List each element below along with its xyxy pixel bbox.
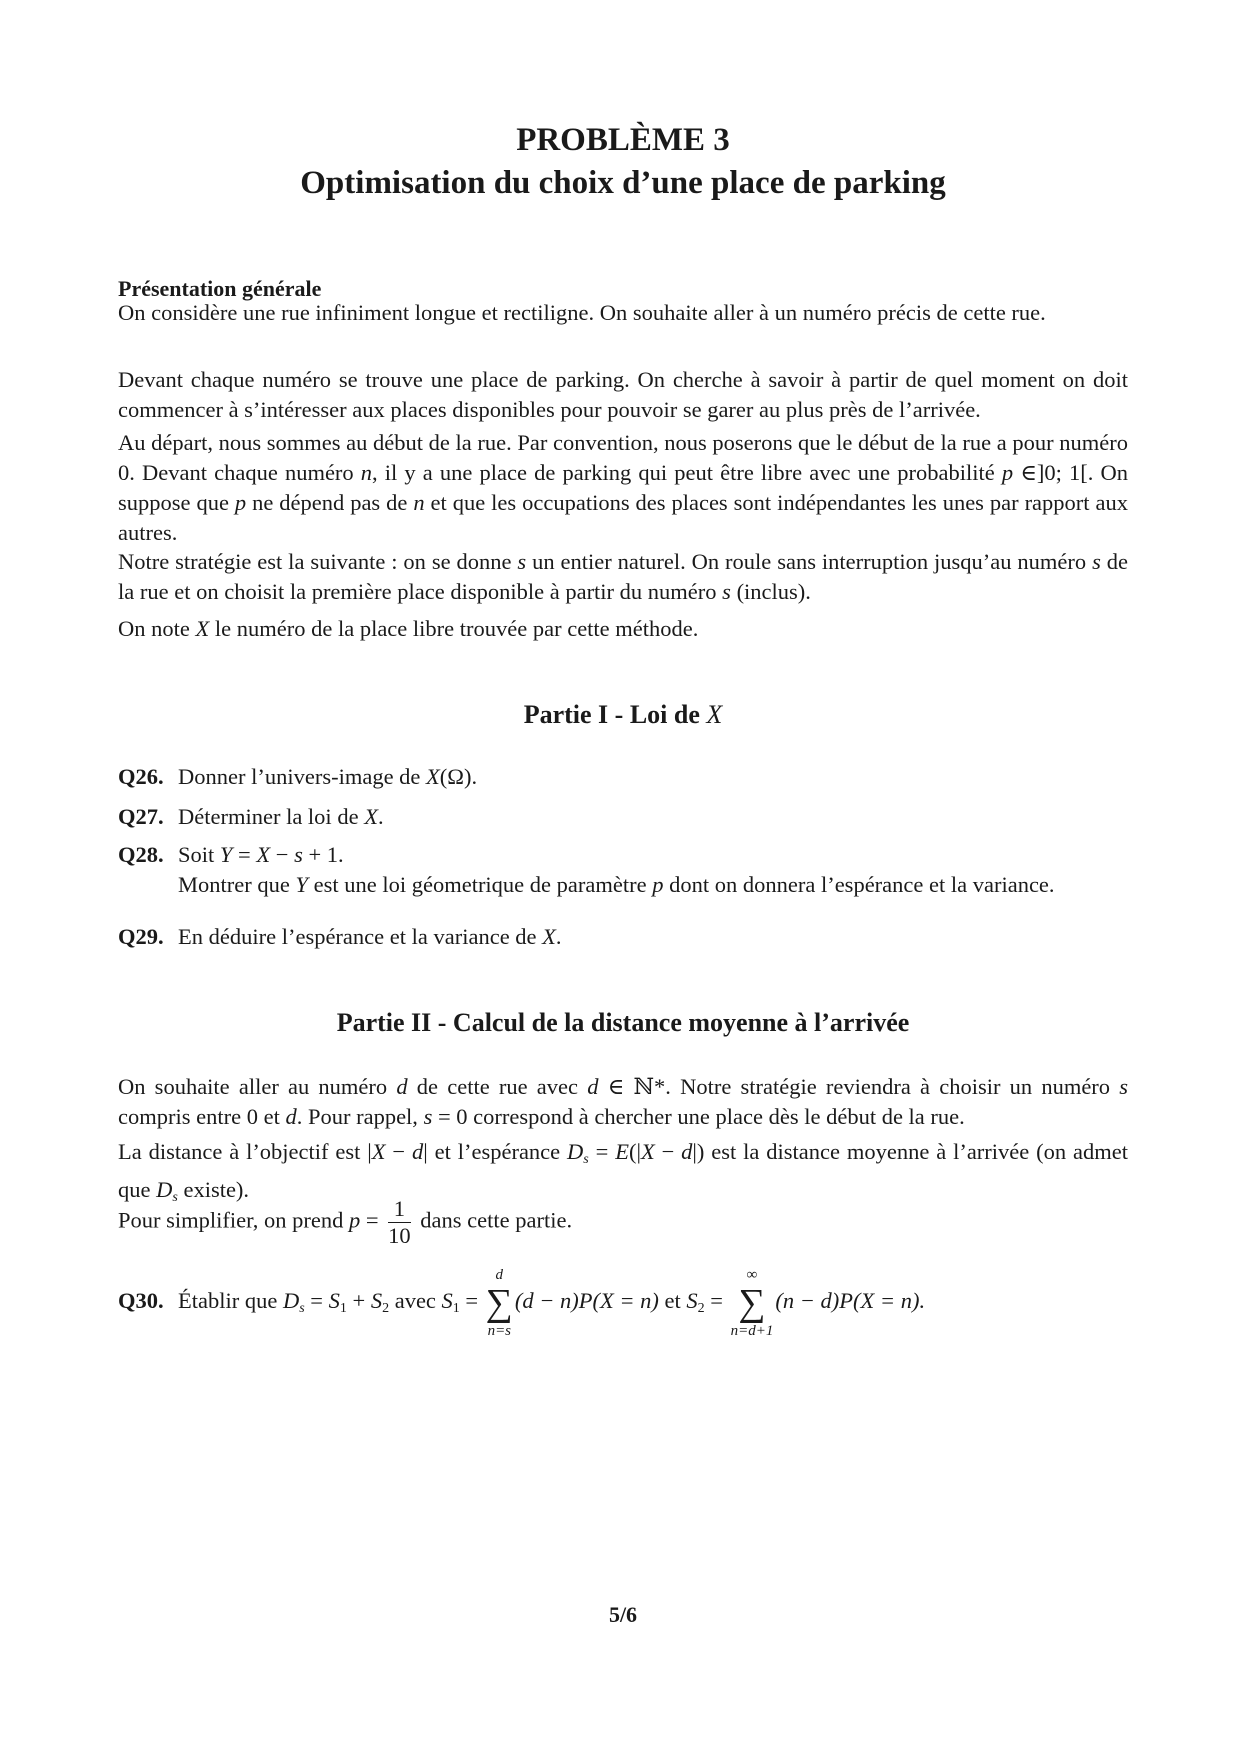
presentation-heading: Présentation générale [118, 276, 322, 301]
part-2-paragraph-3: Pour simplifier, on prend p = $\frac{1}{10}$ dans cette partie. [118, 1196, 573, 1248]
question-q30: Q30. Établir que $D_s = S_1 + S_2$ avec $S_1$ = d ∑ n=s (d − n)P(X = n) et $S_2$ = ∞ ∑ n=d+1 (n − d)P(X = n). [118, 1267, 926, 1339]
part-2-paragraph-1: On souhaite aller au numéro d de cette rue avec d ∈ ℕ*. Notre stratégie reviendra à choisir un numéro s compris entre 0 et d. Pour rappel, s = 0 correspond à chercher une place dès le début de la rue. [118, 1074, 1129, 1129]
presentation-paragraph-1: On considère une rue infiniment longue et rectiligne. On souhaite aller à un numéro précis de cette rue. [118, 300, 1046, 325]
presentation-paragraph-2: Devant chaque numéro se trouve une place de parking. On cherche à savoir à partir de quel moment on doit commencer à s’intéresser aux places disponibles pour pouvoir se garer au plus près de l’arrivée. [118, 367, 1128, 422]
question-q29: Q29. En déduire l’espérance et la variance de X. [118, 924, 562, 949]
problem-subtitle: Optimisation du choix d’une place de parking [300, 165, 946, 201]
part-1-heading: Partie I - Loi de X [523, 700, 723, 729]
fraction-one-tenth: $\frac{1}{10}$ [388, 1196, 411, 1248]
question-q26: Q26. Donner l’univers-image de X(Ω). [118, 764, 478, 789]
question-q27: Q27. Déterminer la loi de X. [118, 804, 384, 829]
page-number: 5/6 [608, 1602, 638, 1627]
question-q28: Q28. Soit Y = X − s + 1. Montrer que Y est une loi géometrique de paramètre p dont on donnera l’espérance et la variance. [118, 842, 1055, 897]
part-2-heading: Partie II - Calcul de la distance moyenne à l’arrivée [336, 1008, 910, 1037]
part-2-paragraph-2: La distance à l’objectif est |X − d| et l’espérance $D_s = E(|X - d|)$ est la distance moyenne à l’arrivée (on admet que $D_s$ existe). [118, 1139, 1128, 1205]
sum-symbol-s2: ∞ ∑ n=d+1 [730, 1267, 774, 1339]
presentation-paragraph-4: Notre stratégie est la suivante : on se donne s un entier naturel. On roule sans interruption jusqu’au numéro s de la rue et on choisit la première place disponible à partir du numéro s (inclus). [118, 549, 1128, 604]
presentation-paragraph-5: On note X le numéro de la place libre trouvée par cette méthode. [118, 616, 699, 641]
document-page [118, 0, 1128, 1754]
presentation-paragraph-3: Au départ, nous sommes au début de la rue. Par convention, nous poserons que le début de la rue a pour numéro 0. Devant chaque numéro n, il y a une place de parking qui peut être libre avec une probabilité p ∈]0; 1[. On suppose que p ne dépend pas de n et que les occupations des places sont indépendantes les unes par rapport aux autres. [118, 430, 1128, 545]
sum-symbol-s1: d ∑ n=s [485, 1267, 513, 1339]
problem-title: PROBLÈME 3 [516, 122, 730, 158]
